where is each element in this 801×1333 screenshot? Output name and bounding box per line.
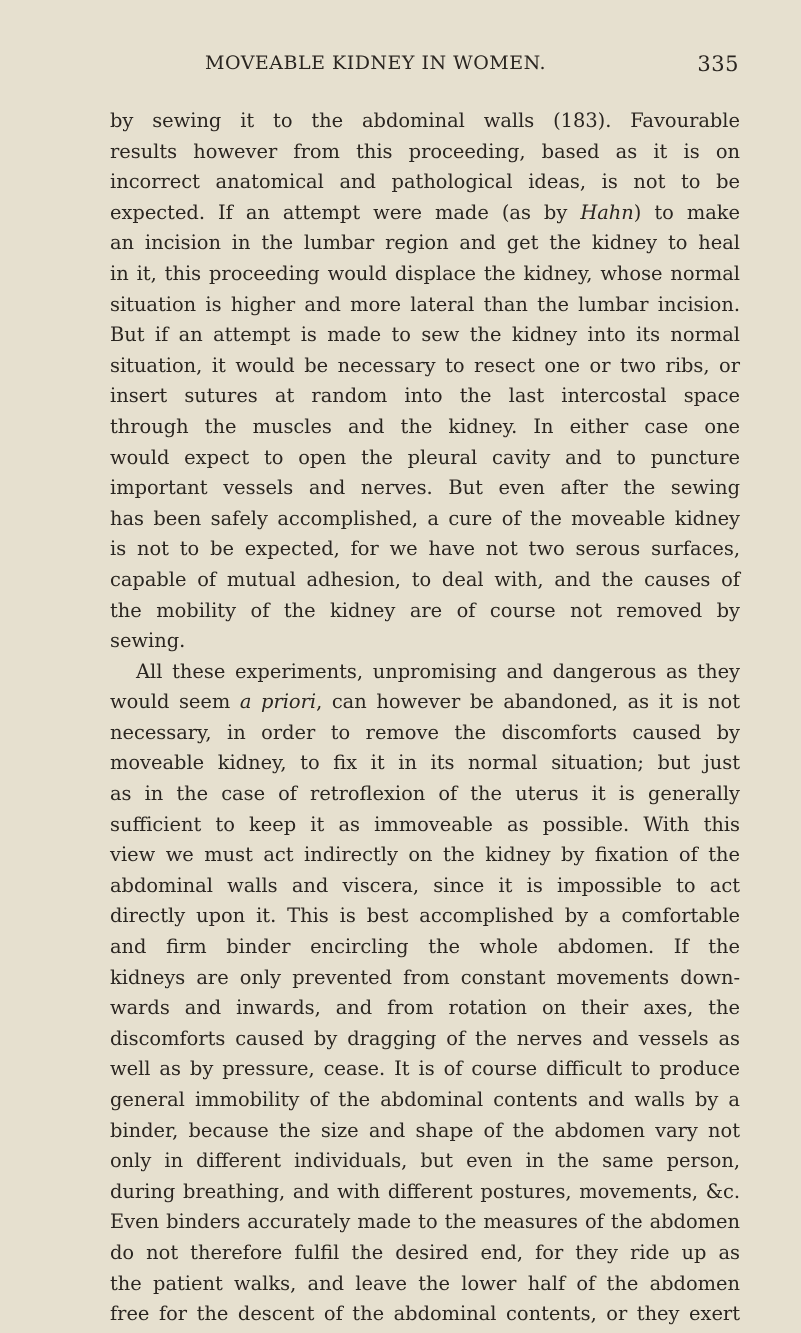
text-line: through the muscles and the kidney. In either case one <box>110 414 740 438</box>
text-line: well as by pressure, cease. It is of course difficult to produce <box>110 1057 740 1081</box>
text-line: discomforts caused by dragging of the nerves and vessels as <box>110 1026 740 1050</box>
author-name-hahn: Hahn <box>580 200 634 224</box>
text-line: would expect to open the pleural cavity and to puncture <box>110 445 740 469</box>
text-line: capable of mutual adhesion, to deal with, and the causes of <box>110 567 740 591</box>
running-head <box>110 52 739 82</box>
text-line: binder, because the size and shape of the abdomen vary not <box>110 1118 740 1142</box>
text-line: general immobility of the abdominal contents and walls by a <box>110 1088 740 1111</box>
text-line: by sewing it to the abdominal walls (183). Favourable <box>110 109 740 132</box>
text-line: sewing. <box>110 629 186 653</box>
text-line: situation, it would be necessary to resect one or two ribs, or <box>110 353 740 377</box>
text-line: sufficient to keep it as immoveable as possible. With this <box>110 812 740 836</box>
text-line: wards and inwards, and from rotation on their axes, the <box>110 996 740 1020</box>
text-line: view we must act indirectly on the kidney by fixation of the <box>110 843 740 867</box>
text-line: do not therefore fulfil the desired end, for they ride up as <box>110 1240 740 1264</box>
text-line: incorrect anatomical and pathological ideas, is not to be <box>110 170 740 194</box>
text-line: But if an attempt is made to sew the kidney into its normal <box>110 323 740 347</box>
text-line: in it, this proceeding would displace the kidney, whose normal <box>110 261 740 285</box>
text-line: necessary, in order to remove the discomforts caused by <box>110 720 740 744</box>
text-line: and firm binder encircling the whole abdomen. If the <box>110 935 740 959</box>
text-line: All these experiments, unpromising and dangerous as they <box>136 659 740 683</box>
running-title: MOVEABLE KIDNEY IN WOMEN. <box>205 52 547 74</box>
text-line: insert sutures at random into the last intercostal space <box>110 384 740 408</box>
text-line: abdominal walls and viscera, since it is impossible to act <box>110 873 740 897</box>
latin-phrase-a-priori: a priori <box>239 690 317 714</box>
text-line: only in different individuals, but even in the same person, <box>110 1149 740 1173</box>
text-line: Even binders accurately made to the measures of the abdomen <box>110 1210 740 1234</box>
text-segment: expected. If an attempt were made (as by <box>110 200 568 224</box>
text-line: directly upon it. This is best accomplished by a comfortable <box>110 904 740 928</box>
text-line: has been safely accomplished, a cure of the moveable kidney <box>110 506 740 530</box>
text-line: as in the case of retroflexion of the uterus it is generally <box>110 782 740 806</box>
text-line: is not to be expected, for we have not two serous surfaces, <box>110 537 740 561</box>
text-segment: , can however be abandoned, as it is not <box>316 690 740 714</box>
text-line: results however from this proceeding, based as it is on <box>110 139 740 163</box>
text-segment: would seem <box>110 690 231 714</box>
text-line: important vessels and nerves. But even after the sewing <box>110 476 740 500</box>
text-segment: ) to make <box>633 200 740 224</box>
text-line: moveable kidney, to fix it in its normal situation; but just <box>110 751 740 775</box>
text-line: situation is higher and more lateral than the lumbar incision. <box>110 292 740 316</box>
text-line <box>110 687 740 718</box>
text-line: an incision in the lumbar region and get the kidney to heal <box>110 231 740 255</box>
body-text <box>110 106 740 1330</box>
page-number: 335 <box>697 52 739 76</box>
text-line <box>110 198 740 229</box>
text-line: the mobility of the kidney are of course not removed by <box>110 598 740 622</box>
text-line: kidneys are only prevented from constant movements down- <box>110 965 740 989</box>
text-line: free for the descent of the abdominal contents, or they exert <box>110 1302 740 1326</box>
text-line: the patient walks, and leave the lower half of the abdomen <box>110 1271 740 1295</box>
text-line: during breathing, and with different postures, movements, &c. <box>110 1179 740 1203</box>
